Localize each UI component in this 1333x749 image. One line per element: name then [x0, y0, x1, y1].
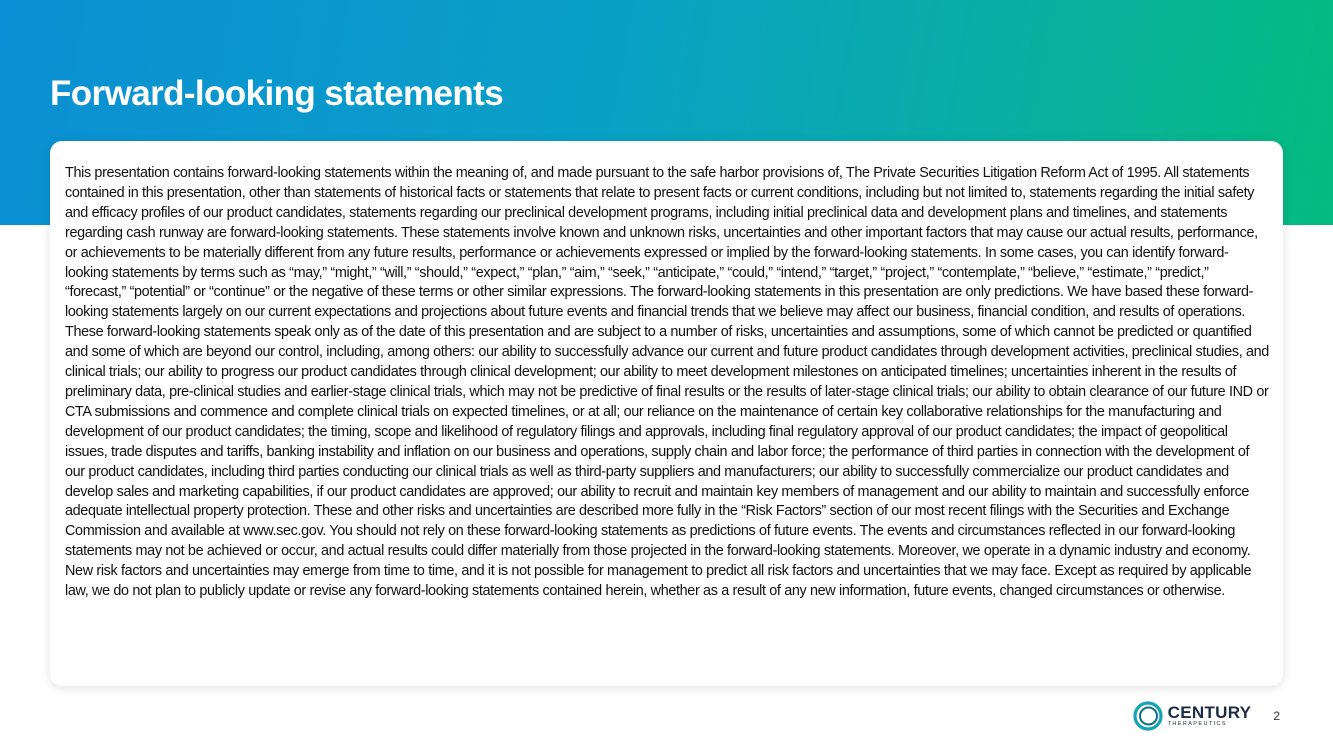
slide-footer: [1132, 700, 1280, 732]
logo-subtitle: THERAPEUTICS: [1167, 721, 1227, 728]
statement-body: This presentation contains forward-looking statements within the meaning of, and made pursuant to the safe harbor provisions of, The Private Securities Litigation Reform Act of 1995. All statements contained in this presentation, other than statements of historical facts or statements that relate to present facts or current conditions, including but not limited to, statements regarding the initial safety and efficacy profiles of our product candidates, statements regarding our preclinical development programs, including initial preclinical data and development plans and timelines, and statements regarding cash runway are forward-looking statements. These statements involve known and unknown risks, uncertainties and other important factors that may cause our actual results, performance, or achievements to be materially different from any future results, performance or achievements expressed or implied by the forward-looking statements. In some cases, you can identify forward-looking statements by terms such as “may,” “might,” “will,” “should,” “expect,” “plan,” “aim,” “seek,” “anticipate,” “could,” “intend,” “target,” “project,” “contemplate,” “believe,” “estimate,” “predict,” “forecast,” “potential” or “continue” or the negative of these terms or other similar expressions. The forward-looking statements in this presentation are only predictions. We have based these forward-looking statements largely on our current expectations and projections about future events and financial trends that we believe may affect our business, financial condition, and results of operations. These forward-looking statements speak only as of the date of this presentation and are subject to a number of risks, uncertainties and assumptions, some of which cannot be predicted or quantified and some of which are beyond our control, including, among others: our ability to successfully advance our current and future product candidates through development activities, preclinical studies, and clinical trials; our ability to progress our product candidates through clinical development; our ability to meet development milestones on anticipated timelines; uncertainties inherent in the results of preliminary data, pre-clinical studies and earlier-stage clinical trials, which may not be predictive of final results or the results of later-stage clinical trials; our ability to obtain clearance of our future IND or CTA submissions and commence and complete clinical trials on expected timelines, or at all; our reliance on the maintenance of certain key collaborative relationships for the manufacturing and development of our product candidates; the timing, scope and likelihood of regulatory filings and approvals, including final regulatory approval of our product candidates; the impact of geopolitical issues, trade disputes and tariffs, banking instability and inflation on our business and operations, supply chain and labor force; the performance of third parties in connection with the development of our product candidates, including third parties conducting our clinical trials as well as third-party suppliers and manufacturers; our ability to successfully commercialize our product candidates and develop sales and marketing capabilities, if our product candidates are approved; our ability to recruit and maintain key members of management and our ability to maintain and successfully enforce adequate intellectual property protection. These and other risks and uncertainties are described more fully in the “Risk Factors” section of our most recent filings with the Securities and Exchange Commission and available at www.sec.gov. You should not rely on these forward-looking statements as predictions of future events. The events and circumstances reflected in our forward-looking statements may not be achieved or occur, and actual results could differ materially from those projected in the forward-looking statements. Moreover, we operate in a dynamic industry and economy. New risk factors and uncertainties may emerge from time to time, and it is not possible for management to predict all risk factors and uncertainties that we may face. Except as required by applicable law, we do not plan to publicly update or revise any forward-looking statements contained herein, whether as a result of any new information, future events, changed circumstances or otherwise.: [65, 165, 1269, 600]
slide-title: Forward-looking statements: [50, 74, 504, 113]
statement-card: [50, 141, 1283, 686]
company-logo: [1132, 700, 1252, 732]
century-ring-logo-icon: [1132, 700, 1164, 732]
logo-wordmark: [1168, 704, 1252, 728]
logo-name: CENTURY: [1167, 703, 1252, 723]
page-number: 2: [1273, 709, 1280, 723]
